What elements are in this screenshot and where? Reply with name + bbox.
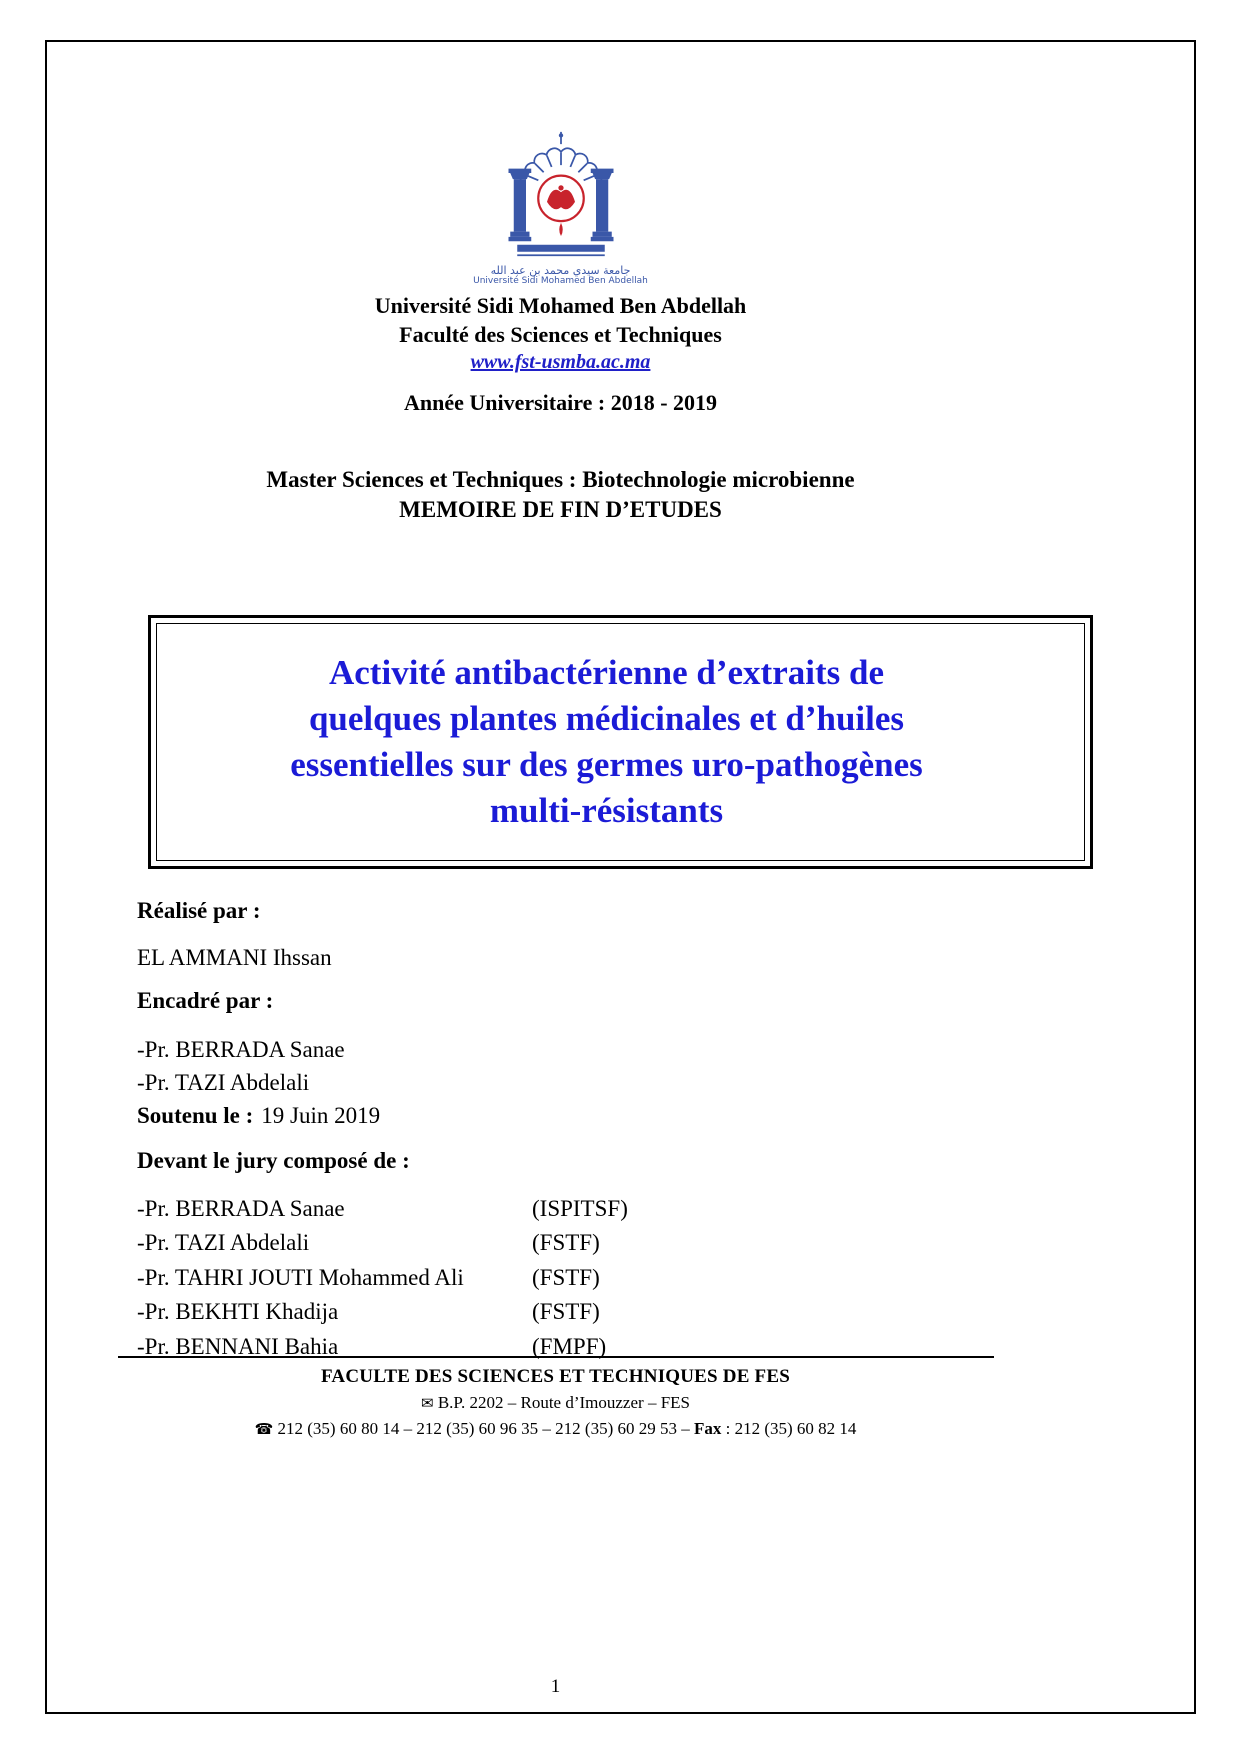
encadre-par-label: Encadré par : — [137, 987, 274, 1013]
academic-year: Année Universitaire : 2018 - 2019 — [403, 389, 718, 415]
title-box-inner — [156, 623, 1085, 861]
fax-label: Fax — [693, 1419, 722, 1438]
jury-member-name: -Pr. BENNANI Bahia — [137, 1333, 339, 1359]
footer-phone-numbers: 212 (35) 60 80 14 – 212 (35) 60 96 35 – 212 (35) 60 29 53 – — [277, 1419, 694, 1438]
university-name: Université Sidi Mohamed Ben Abdellah — [374, 292, 747, 318]
supervisors-block — [137, 1033, 1194, 1132]
supervisor-2: -Pr. TAZI Abdelali — [137, 1069, 310, 1095]
faculty-name: Faculté des Sciences et Techniques — [399, 321, 722, 347]
thesis-title-line-4: multi-résistants — [489, 790, 724, 830]
title-box — [148, 615, 1093, 869]
jury-member-affiliation: (FMPF) — [532, 1333, 607, 1359]
jury-member-affiliation: (FSTF) — [532, 1230, 600, 1256]
thesis-title-line-1: Activité antibactérienne d’extraits de — [329, 652, 884, 692]
thesis-title-line-2: quelques plantes médicinales et d’huiles — [308, 698, 905, 738]
memoir-heading: MEMOIRE DE FIN D’ETUDES — [399, 496, 722, 522]
logo-caption-french: Université Sidi Mohamed Ben Abdellah — [473, 276, 648, 287]
defense-date: 19 Juin 2019 — [261, 1102, 381, 1128]
mail-icon: ✉ — [421, 1394, 434, 1412]
author-name: EL AMMANI Ihssan — [137, 944, 332, 970]
university-logo — [491, 128, 631, 260]
defense-line — [137, 1099, 1194, 1132]
page-number: 1 — [550, 1676, 561, 1697]
logo-caption-arabic: جامعة سيدي محمد بن عبد الله — [490, 264, 631, 277]
supervisor-1: -Pr. BERRADA Sanae — [137, 1036, 345, 1062]
jury-member-name: -Pr. TAHRI JOUTI Mohammed Ali — [137, 1264, 464, 1290]
footer-phones-line — [47, 1416, 1064, 1442]
jury-label: Devant le jury composé de : — [137, 1147, 410, 1173]
thesis-title — [173, 650, 1040, 834]
logo-block — [47, 128, 1194, 287]
master-program: Master Sciences et Techniques : Biotechnologie microbienne — [266, 466, 855, 492]
jury-member-affiliation: (FSTF) — [532, 1299, 600, 1325]
jury-list — [137, 1192, 1194, 1365]
footer-faculty-name: FACULTE DES SCIENCES ET TECHNIQUES DE FES — [321, 1366, 790, 1387]
thesis-title-line-3: essentielles sur des germes uro-pathogènes — [290, 744, 923, 784]
details-section — [47, 896, 1194, 1365]
jury-member-affiliation: (ISPITSF) — [532, 1195, 628, 1221]
logo-captions — [47, 265, 1074, 287]
footer-divider — [118, 1356, 994, 1358]
soutenu-le-label: Soutenu le : — [137, 1102, 254, 1128]
website-link[interactable]: www.fst-usmba.ac.ma — [470, 350, 651, 373]
fax-number: : 212 (35) 60 82 14 — [721, 1419, 857, 1438]
footer — [47, 1356, 1194, 1442]
jury-member-name: -Pr. BERRADA Sanae — [137, 1195, 345, 1221]
jury-member-name: -Pr. BEKHTI Khadija — [137, 1299, 339, 1325]
website-line — [47, 349, 1194, 376]
phone-icon: ☎ — [254, 1420, 274, 1438]
footer-address-text: B.P. 2202 – Route d’Imouzzer – FES — [437, 1393, 690, 1412]
footer-address-line — [47, 1390, 1064, 1416]
jury-member-affiliation: (FSTF) — [532, 1264, 600, 1290]
realise-par-label: Réalisé par : — [137, 897, 261, 923]
jury-member-name: -Pr. TAZI Abdelali — [137, 1230, 310, 1256]
